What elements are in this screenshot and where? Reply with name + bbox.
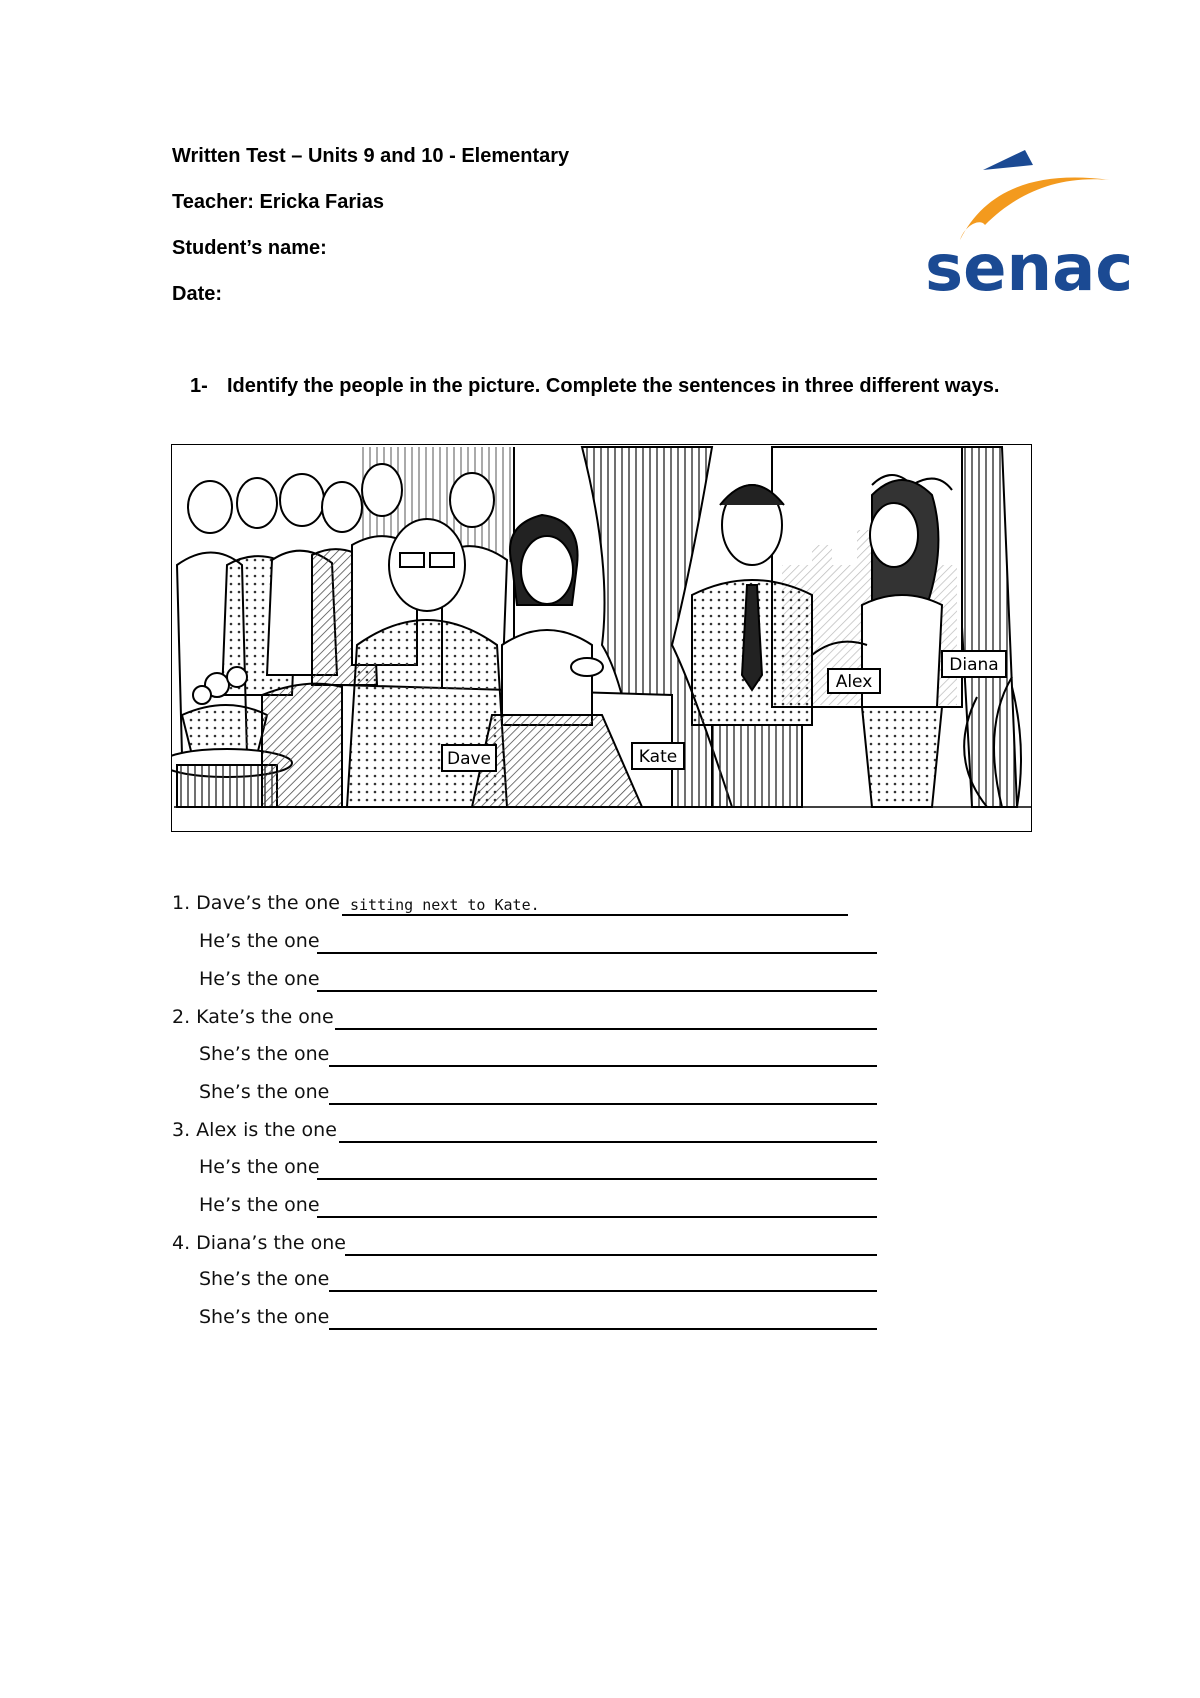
answer-line[interactable] [339, 1119, 877, 1143]
row-prompt: She’s the one [199, 1081, 330, 1103]
answer-line[interactable] [329, 1306, 877, 1330]
answer-line[interactable] [335, 1006, 877, 1030]
answer-line[interactable] [317, 930, 877, 954]
senac-logo [905, 120, 1145, 335]
question-number: 1- [190, 375, 208, 397]
answer-line[interactable] [317, 1194, 877, 1218]
party-illustration [171, 444, 1032, 832]
row-prompt: He’s the one [199, 1194, 320, 1216]
date-label: Date: [172, 283, 223, 305]
student-name-label: Student’s name: [172, 237, 327, 259]
row-prompt: She’s the one [199, 1268, 330, 1290]
test-title: Written Test – Units 9 and 10 - Elementary [172, 145, 570, 167]
row-prompt: He’s the one [199, 968, 320, 990]
teacher-name: Teacher: Ericka Farias [172, 191, 384, 213]
answer-line[interactable] [329, 1043, 877, 1067]
label-dave: Dave [446, 749, 492, 769]
question-text: Identify the people in the picture. Complete the sentences in three different ways. [227, 375, 1000, 397]
logo-swoosh-icon [960, 178, 1110, 241]
row-prompt: He’s the one [199, 930, 320, 952]
answer-line[interactable] [342, 892, 848, 916]
row-prompt: 1. Dave’s the one [172, 892, 340, 914]
label-kate: Kate [638, 747, 678, 767]
answer-line[interactable] [317, 968, 877, 992]
answer-line[interactable] [345, 1232, 877, 1256]
label-diana: Diana [949, 655, 999, 675]
handwritten-answer: sitting next to Kate. [350, 896, 540, 914]
row-prompt: 4. Diana’s the one [172, 1232, 346, 1254]
answer-line[interactable] [329, 1268, 877, 1292]
label-alex: Alex [835, 672, 873, 692]
row-prompt: 2. Kate’s the one [172, 1006, 334, 1028]
row-prompt: 3. Alex is the one [172, 1119, 337, 1141]
answer-line[interactable] [329, 1081, 877, 1105]
answer-line[interactable] [317, 1156, 877, 1180]
row-prompt: She’s the one [199, 1306, 330, 1328]
row-prompt: She’s the one [199, 1043, 330, 1065]
logo-text: senac [925, 232, 1134, 306]
row-prompt: He’s the one [199, 1156, 320, 1178]
